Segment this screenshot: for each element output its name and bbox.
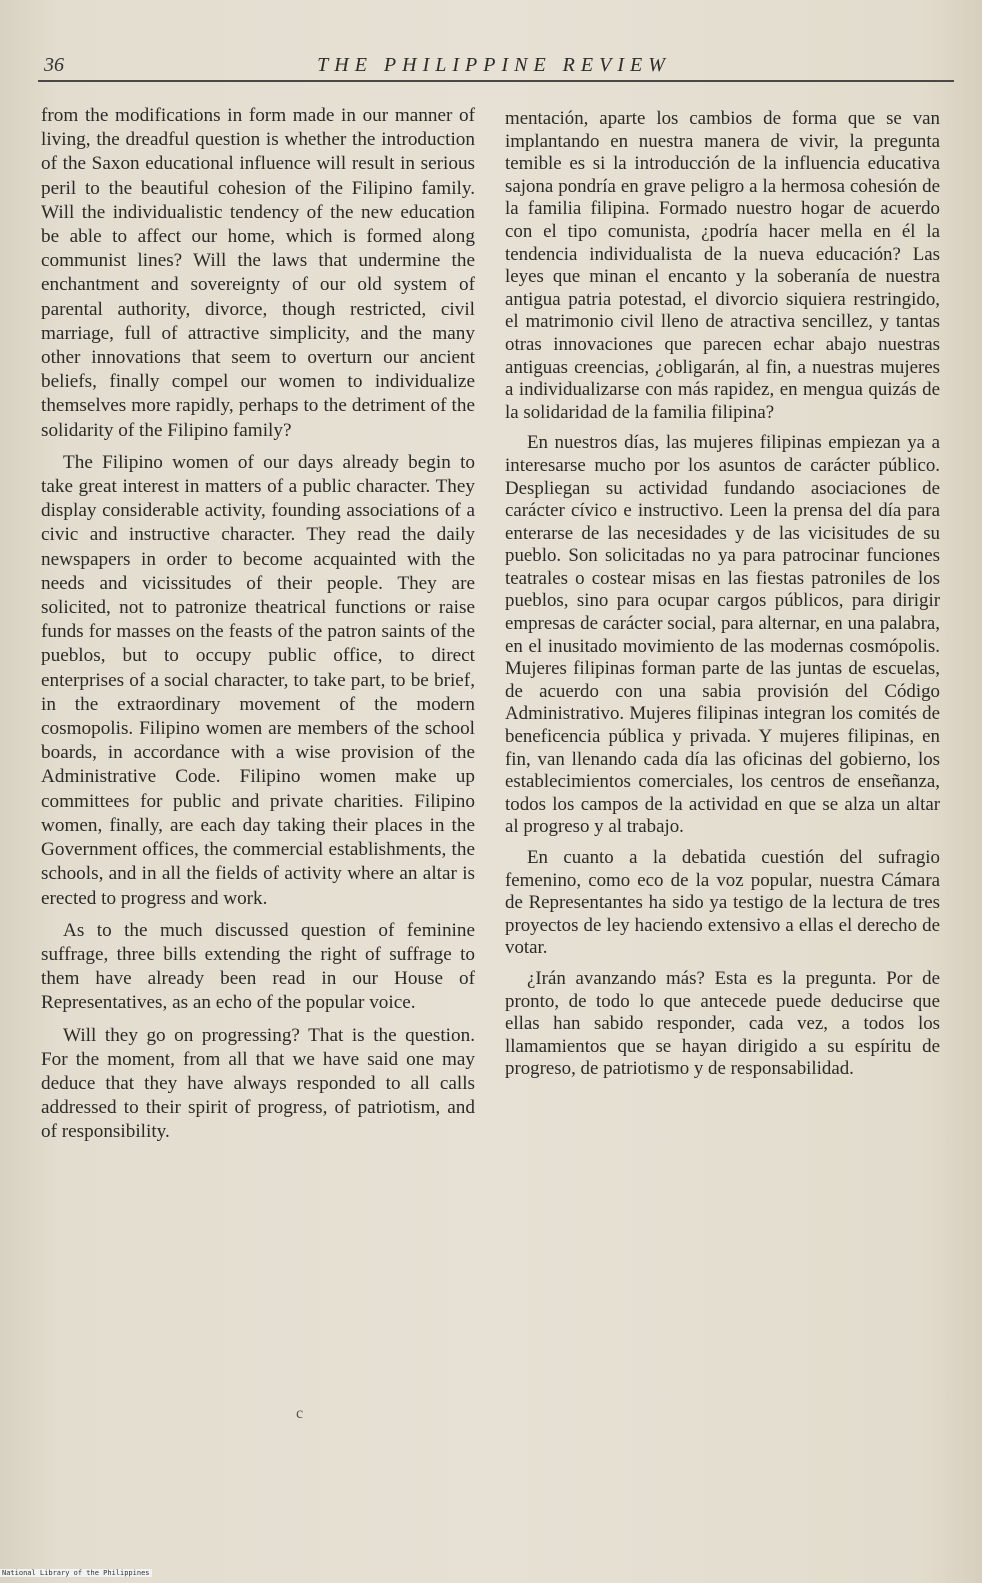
english-paragraph: As to the much discussed question of feminine suffrage, three bills extending the right of suffrage to them have already been read in our House of Representatives, as an echo of the popular voice.: [41, 919, 475, 1014]
spanish-paragraph: En cuanto a la debatida cuestión del sufragio femenino, como eco de la voz popular, nuestra Cámara de Representantes ha sido ya testigo de la lectura de tres proyectos de ley haciendo extensivo a ellas el derecho de votar.: [505, 847, 940, 959]
english-paragraph: from the modifications in form made in our manner of living, the dreadful question is whether the introduction of the Saxon educational influence will result in serious peril to the beautiful cohesion of the Filipino family. Will the individualistic tendency of the new education be able to affect our home, which is formed along communist lines? Will the laws that undermine the enchantment and sovereignty of our old system of parental authority, divorce, though restricted, civil marriage, full of attractive simplicity, and the many other innovations that seem to overturn our ancient beliefs, finally compel our women to individualize themselves more rapidly, perhaps to the detriment of the solidarity of the Filipino family?: [41, 105, 475, 441]
journal-title: THE PHILIPPINE REVIEW: [317, 54, 671, 76]
spanish-paragraph: mentación, aparte los cambios de forma que se van implantando en nuestra manera de vivir, la pregunta temible es si la introducción de la influencia educativa sajona pondría en grave peligro a la hermosa cohesión de la familia filipina. Formado nuestro hogar de acuerdo con el tipo comunista, ¿podría hacer mella en él la tendencia individualista de la nueva educación? Las leyes que minan el encanto y la soberanía de nuestra antigua patria potestad, el divorcio siquiera restringido, el matrimonio civil lleno de atractiva sencillez, y tantas otras innovaciones que parecen echar abajo nuestras antiguas creencias, ¿obligarán, al fin, a nuestras mujeres a individualizarse con más rapidez, en mengua quizás de la solidaridad de la familia filipina?: [505, 108, 940, 423]
page-number: 36: [44, 54, 64, 76]
spanish-paragraph: En nuestros días, las mujeres filipinas empiezan ya a interesarse mucho por los asuntos de carácter público. Despliegan su actividad fundando asociaciones de carácter cívico e instructivo. Leen la prensa del día para enterarse de las necesidades y de las vicisitudes de su pueblo. Son solicitadas no ya para patrocinar funciones teatrales o costear misas en las fiestas patroniles de los pueblos, sino para ocupar cargos públicos, para dirigir empresas de carácter social, para alternar, en una palabra, en el inusitado movimiento de las modernas cosmópolis. Mujeres filipinas forman parte de las juntas de escuelas, de acuerdo con una sabia provisión del Código Administrativo. Mujeres filipinas integran los comités de beneficencia pública y privada. Y mujeres filipinas, en fin, van llenando cada día las oficinas del gobierno, los establecimientos comerciales, los centros de enseñanza, todos los campos de la actividad en que se alza un altar al progreso y al trabajo.: [505, 432, 940, 838]
english-paragraph: The Filipino women of our days already begin to take great interest in matters of a public character. They display considerable activity, founding associations of a civic and instructive character. They read the daily newspapers in order to become acquainted with the needs and vicissitudes of their people. They are solicited, not to patronize theatrical functions or raise funds for masses on the feasts of the patron saints of the pueblos, but to occupy public office, to direct enterprises of a social character, to take part, to be brief, in the extraordinary movement of the modern cosmopolis. Filipino women are members of the school boards, in accordance with a wise provision of the Administrative Code. Filipino women make up committees for public and private charities. Filipino women, finally, are each day taking their places in the Government offices, the commercial establishments, the schools, and in all the fields of activity where an altar is erected to progress and work.: [41, 451, 475, 909]
footer-mark: c: [296, 1405, 304, 1422]
english-paragraph: Will they go on progressing? That is the question. For the moment, from all that we have said one may deduce that they have always responded to all calls addressed to their spirit of progress, of patriotism, and of responsibility.: [41, 1024, 475, 1143]
header-rule: [38, 80, 954, 82]
english-column: [41, 104, 475, 1153]
library-credit: National Library of the Philippines: [2, 1569, 150, 1577]
spanish-paragraph: ¿Irán avanzando más? Esta es la pregunta. Por de pronto, de todo lo que antecede puede deducirse que ellas han sabido responder, cada vez, a todos los llamamientos que se hayan dirigido a su espíritu de progreso, de patriotismo y de responsabilidad.: [505, 967, 940, 1080]
spanish-column: [505, 108, 940, 1089]
running-header: [38, 54, 950, 82]
